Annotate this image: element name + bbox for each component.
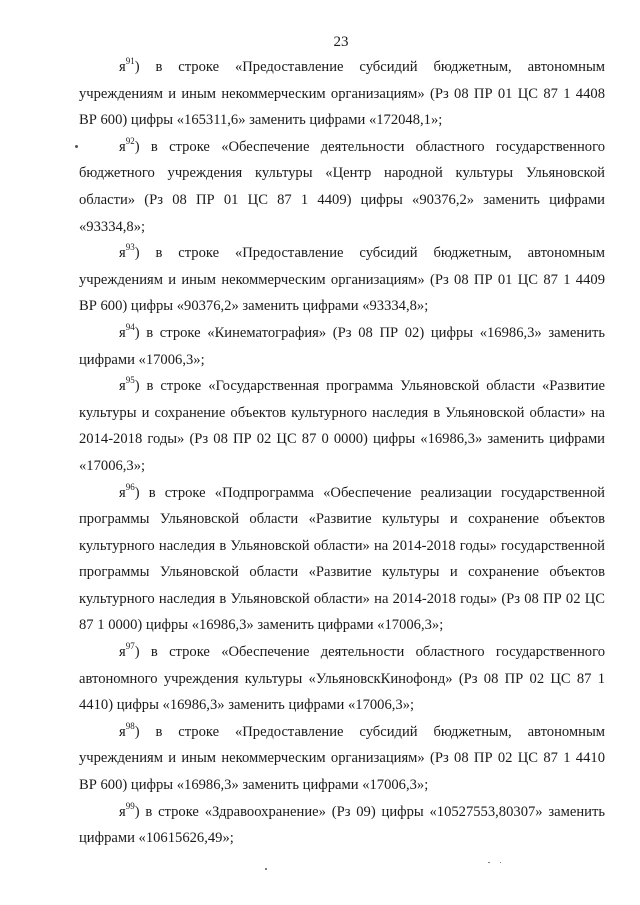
item-marker bbox=[119, 800, 135, 820]
scan-speck bbox=[500, 862, 501, 863]
item-marker bbox=[119, 375, 135, 395]
item-marker bbox=[119, 135, 135, 155]
amendment-paragraph bbox=[79, 320, 605, 373]
page-number: 23 bbox=[333, 34, 349, 50]
item-letter: я bbox=[119, 803, 126, 820]
item-text: ) в строке «Здравоохранение» (Рз 09) цифры «10527553,80307» заменить цифрами «10615626,49»; bbox=[79, 803, 605, 847]
amendment-paragraph bbox=[79, 54, 605, 134]
item-number: 93 bbox=[125, 242, 135, 253]
item-letter: я bbox=[119, 644, 126, 661]
item-marker bbox=[119, 322, 135, 341]
item-number: 96 bbox=[125, 481, 135, 492]
item-number: 97 bbox=[125, 641, 135, 652]
item-marker bbox=[119, 720, 135, 740]
document-body bbox=[79, 54, 605, 852]
item-number: 92 bbox=[125, 135, 135, 146]
item-number: 98 bbox=[125, 720, 135, 731]
item-letter: я bbox=[119, 723, 126, 740]
item-marker bbox=[119, 641, 135, 661]
item-marker bbox=[119, 242, 135, 262]
scan-speck bbox=[75, 145, 78, 148]
item-text: ) в строке «Обеспечение деятельности областного государственного бюджетного учреждения культуры «Центр народной культуры Ульяновской области» (Рз 08 ПР 01 ЦС 87 1 4409) цифры «90376,2» заменить цифрами «93334,8»; bbox=[79, 138, 605, 235]
item-letter: я bbox=[119, 324, 126, 341]
scan-speck bbox=[265, 868, 267, 870]
amendment-paragraph bbox=[79, 639, 605, 719]
item-number: 91 bbox=[125, 56, 135, 67]
item-text: ) в строке «Предоставление субсидий бюджетным, автономным учреждениям и иным некоммерческим организациям» (Рз 08 ПР 01 ЦС 87 1 4408 ВР 600) цифры «165311,6» заменить цифрами «172048,1»; bbox=[79, 59, 605, 129]
item-text: ) в строке «Обеспечение деятельности областного государственного автономного учреждения культуры «УльяновскКинофонд» (Рз 08 ПР 02 ЦС 87 1 4410) цифры «16986,3» заменить цифрами «17006,3»; bbox=[79, 644, 605, 714]
item-text: ) в строке «Подпрограмма «Обеспечение реализации государственной программы Ульяновской области «Развитие культуры и сохранение объектов культурного наследия в Ульяновской области» на 2014-2018 годы» государственной программы Ульяновской области «Развитие культуры и сохранение объектов культурного наследия в Ульяновской области» на 2014-2018 годы» (Рз 08 ПР 02 ЦС 87 1 0000) цифры «16986,3» заменить цифрами «17006,3»; bbox=[79, 484, 605, 634]
item-number: 94 bbox=[125, 322, 135, 333]
amendment-paragraph bbox=[79, 373, 605, 479]
amendment-paragraph bbox=[79, 799, 605, 852]
item-text: ) в строке «Кинематография» (Рз 08 ПР 02) цифры «16986,3» заменить цифрами «17006,3»; bbox=[79, 324, 605, 368]
item-letter: я bbox=[119, 59, 126, 75]
item-number: 99 bbox=[125, 800, 135, 811]
item-marker bbox=[119, 481, 135, 501]
item-letter: я bbox=[119, 138, 126, 155]
item-number: 95 bbox=[125, 375, 135, 386]
item-text: ) в строке «Государственная программа Ульяновской области «Развитие культуры и сохранение объектов культурного наследия в Ульяновской области» на 2014-2018 годы» (Рз 08 ПР 02 ЦС 87 0 0000) цифры «16986,3» заменить цифрами «17006,3»; bbox=[79, 378, 605, 474]
item-marker bbox=[119, 56, 135, 75]
item-text: ) в строке «Предоставление субсидий бюджетным, автономным учреждениям и иным некоммерческим организациям» (Рз 08 ПР 02 ЦС 87 1 4410 ВР 600) цифры «16986,3» заменить цифрами «17006,3»; bbox=[79, 723, 605, 794]
item-letter: я bbox=[119, 245, 126, 262]
amendment-paragraph bbox=[79, 480, 605, 640]
item-letter: я bbox=[119, 484, 126, 501]
item-text: ) в строке «Предоставление субсидий бюджетным, автономным учреждениям и иным некоммерческим организациям» (Рз 08 ПР 01 ЦС 87 1 4409 ВР 600) цифры «90376,2» заменить цифрами «93334,8»; bbox=[79, 245, 605, 315]
amendment-paragraph bbox=[79, 240, 605, 320]
amendment-paragraph bbox=[79, 134, 605, 240]
item-letter: я bbox=[119, 378, 126, 395]
amendment-paragraph bbox=[79, 719, 605, 799]
scan-speck bbox=[488, 862, 490, 863]
